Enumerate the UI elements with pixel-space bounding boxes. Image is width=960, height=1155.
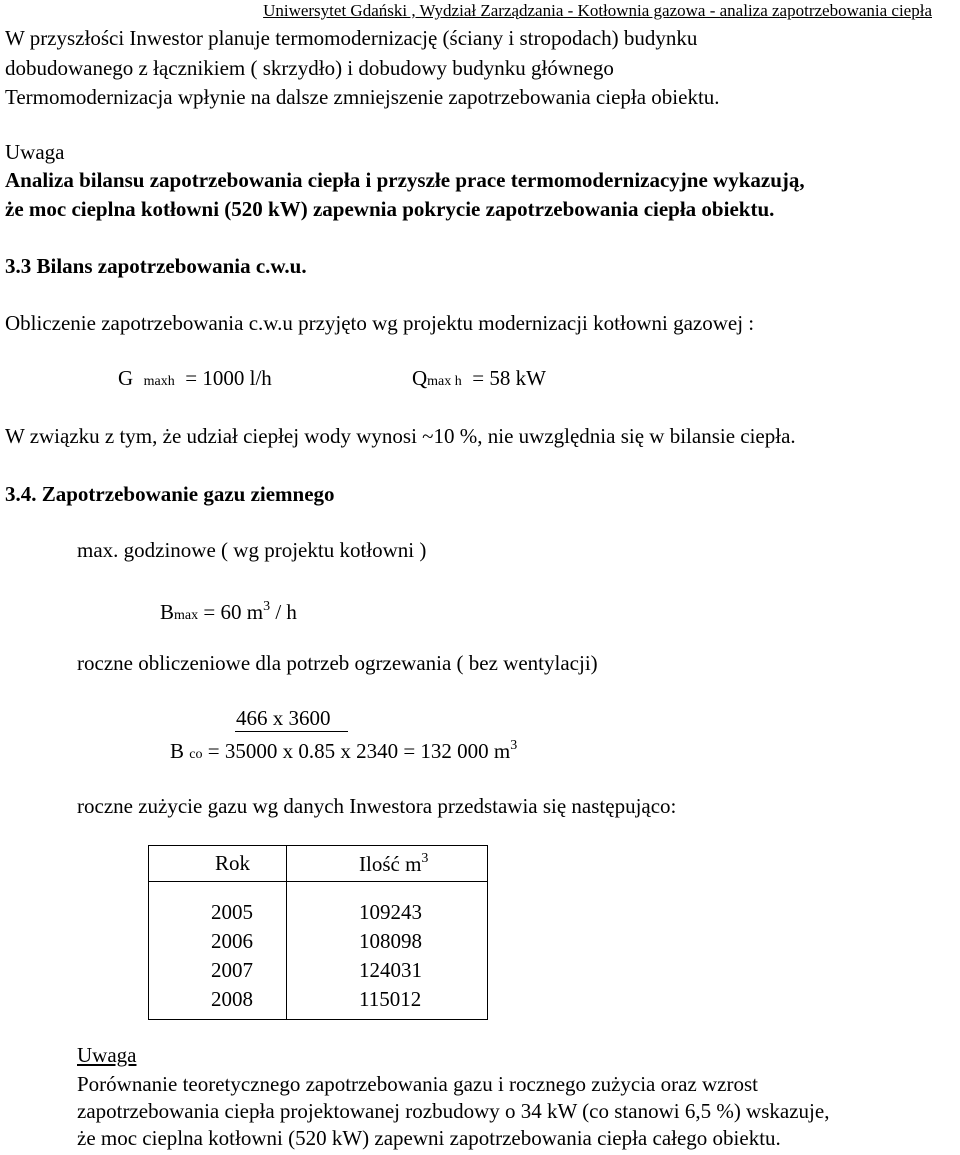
usage-label: roczne zużycie gazu wg danych Inwestora przedstawia się następująco: <box>77 794 677 818</box>
bco-equals: = <box>207 739 225 763</box>
bco-superscript: 3 <box>510 738 518 753</box>
g-subscript: maxh <box>143 374 175 389</box>
row-qty: 108098 <box>359 929 422 953</box>
q-symbol: Q <box>412 366 428 390</box>
b-unit: / h <box>270 600 297 624</box>
annual-label: roczne obliczeniowe dla potrzeb ogrzewania ( bez wentylacji) <box>77 651 598 675</box>
page-header: Uniwersytet Gdański , Wydział Zarządzania - Kotłownia gazowa - analiza zapotrzebowania ciepła <box>263 1 932 20</box>
intro-line-1: W przyszłości Inwestor planuje termomodernizację (ściany i stropodach) budynku <box>5 26 698 50</box>
note1-title: Uwaga <box>5 140 65 164</box>
max-hourly-label: max. godzinowe ( wg projektu kotłowni ) <box>77 538 427 562</box>
fraction-denominator: 35000 x 0.85 <box>224 739 336 763</box>
row-qty: 115012 <box>359 987 422 1011</box>
row-qty: 124031 <box>359 958 422 982</box>
row-year: 2008 <box>211 987 253 1011</box>
q-value: = 58 kW <box>472 366 546 390</box>
note2-title: Uwaga <box>77 1043 137 1067</box>
b-subscript: max <box>174 608 199 623</box>
g-symbol: G <box>118 366 134 390</box>
note2-line-3: że moc cieplna kotłowni (520 kW) zapewni zapotrzebowania ciepła całego obiektu. <box>77 1126 781 1150</box>
b-co-formula <box>170 733 517 768</box>
row-year: 2005 <box>211 900 253 924</box>
g-value: = 1000 l/h <box>185 366 272 390</box>
q-subscript: max h <box>427 374 462 389</box>
intro-line-2: dobudowanego z łącznikiem ( skrzydło) i dobudowy budynku głównego <box>5 56 614 80</box>
b-value: = 60 m <box>203 600 264 624</box>
note1-line-1: Analiza bilansu zapotrzebowania ciepła i przyszłe prace termomodernizacyjne wykazują, <box>5 168 805 192</box>
row-year: 2007 <box>211 958 253 982</box>
g-max-formula <box>118 365 272 395</box>
fraction-numerator: 466 x 3600 <box>236 706 331 730</box>
row-year: 2006 <box>211 929 253 953</box>
b-max-formula <box>160 594 297 629</box>
b-symbol: B <box>160 600 175 624</box>
section-3-3-note: W związku z tym, że udział ciepłej wody wynosi ~10 %, nie uwzględnia się w bilansie ciepła. <box>5 424 796 448</box>
note2-line-2: zapotrzebowania ciepła projektowanej rozbudowy o 34 kW (co stanowi 6,5 %) wskazuje, <box>77 1099 830 1123</box>
section-3-3-text: Obliczenie zapotrzebowania c.w.u przyjęto wg projektu modernizacji kotłowni gazowej : <box>5 311 755 335</box>
note1-line-2: że moc cieplna kotłowni (520 kW) zapewnia pokrycie zapotrzebowania ciepła obiektu. <box>5 197 775 221</box>
b-superscript: 3 <box>263 599 271 614</box>
col-year-header: Rok <box>215 851 251 875</box>
note2-line-1: Porównanie teoretycznego zapotrzebowania gazu i rocznego zużycia oraz wzrost <box>77 1072 759 1096</box>
row-qty: 109243 <box>359 900 422 924</box>
bco-symbol: B <box>170 739 185 763</box>
intro-line-3: Termomodernizacja wpłynie na dalsze zmniejszenie zapotrzebowania ciepła obiektu. <box>5 85 720 109</box>
table-row <box>149 882 488 1020</box>
section-3-3-heading: 3.3 Bilans zapotrzebowania c.w.u. <box>5 254 307 278</box>
section-3-4-heading: 3.4. Zapotrzebowanie gazu ziemnego <box>5 482 335 506</box>
fraction-bar <box>235 731 348 732</box>
q-max-formula <box>412 365 546 395</box>
bco-rest: x 2340 = 132 000 m <box>335 739 511 763</box>
bco-subscript: co <box>189 747 203 762</box>
gas-usage-table <box>148 845 488 1020</box>
col-qty-header: Ilość $m^3$ <box>359 851 429 876</box>
table-header-row <box>149 846 488 882</box>
